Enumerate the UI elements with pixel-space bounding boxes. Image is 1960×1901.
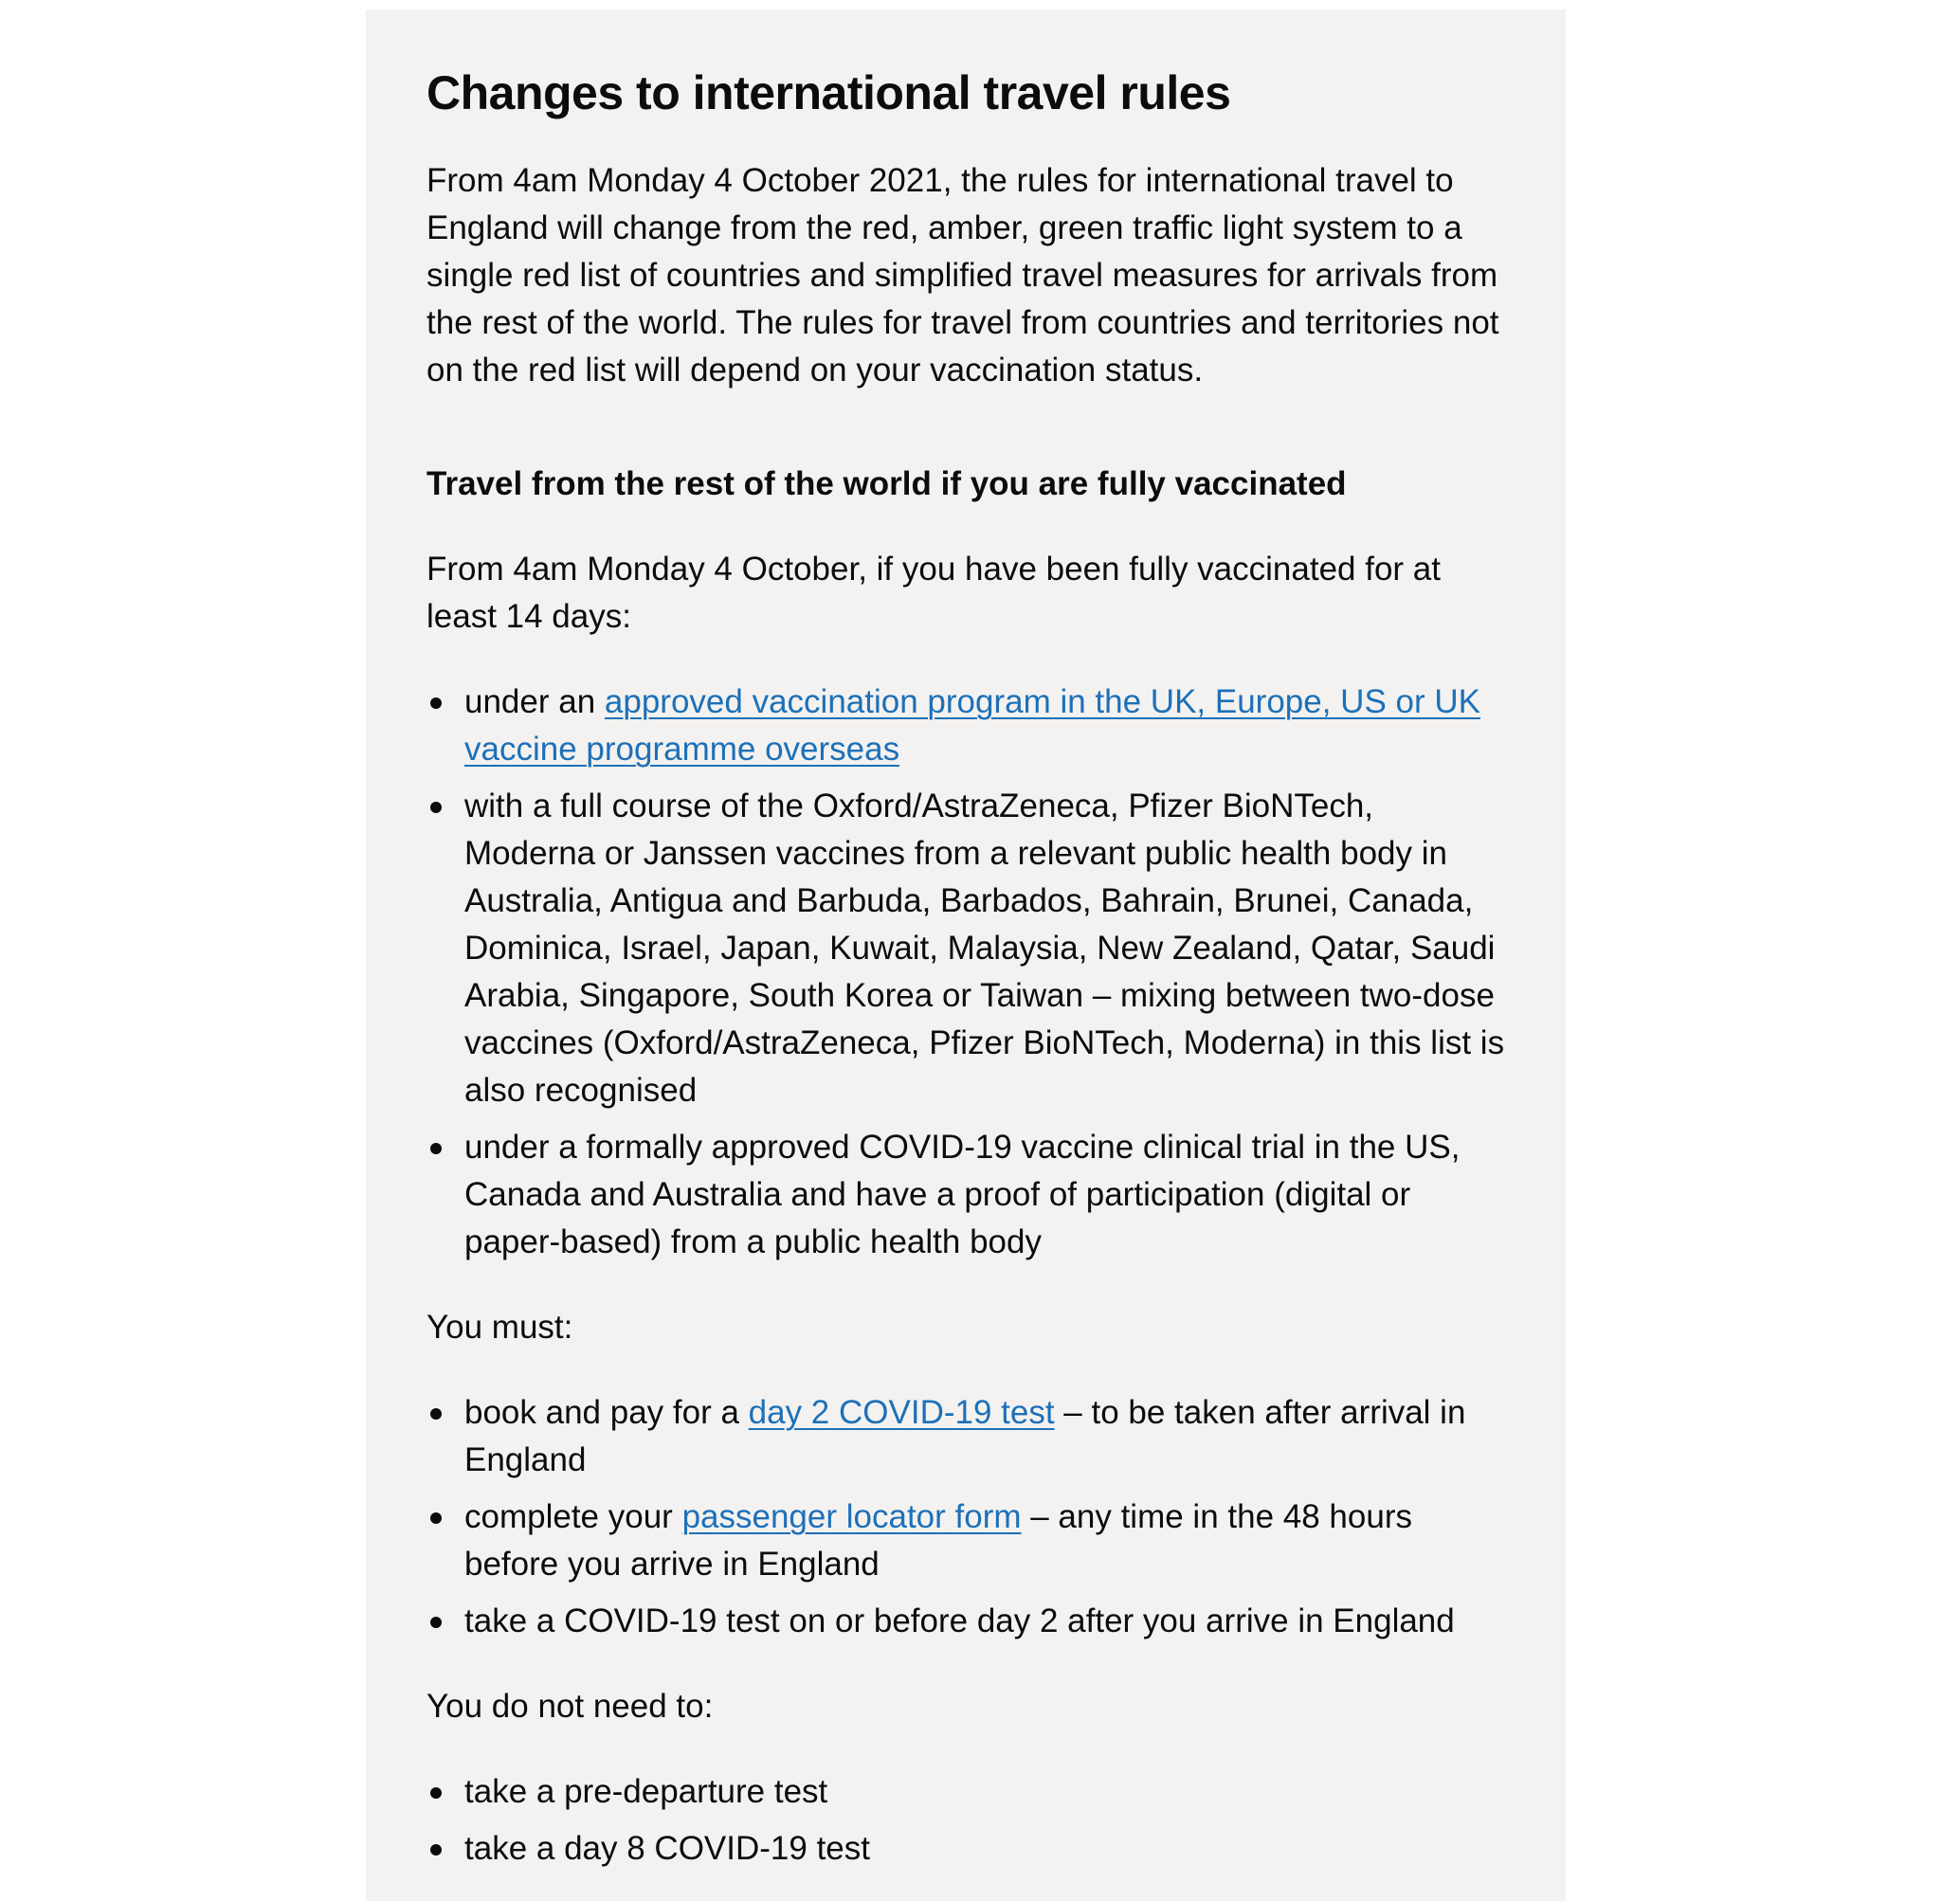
not-need-intro-paragraph: You do not need to: <box>426 1688 714 1725</box>
must-intro-paragraph: You must: <box>426 1309 573 1346</box>
vaccinated-criteria-list <box>426 679 1505 1266</box>
list-item-text: – any time in the 48 hours before you arrive in England <box>464 1498 1412 1583</box>
list-item <box>426 1124 1505 1266</box>
list-item <box>426 1598 1505 1645</box>
list-item <box>426 783 1505 1114</box>
list-item <box>426 1768 1505 1816</box>
page-title: Changes to international travel rules <box>426 66 1231 119</box>
list-item <box>426 679 1505 773</box>
approved-vaccination-program-link[interactable]: approved vaccination program in the UK, Europe, US or UK vaccine programme overseas <box>464 683 1480 768</box>
must-list <box>426 1389 1505 1645</box>
list-item-text: under an <box>464 683 605 720</box>
section-heading-vaccinated: Travel from the rest of the world if you are fully vaccinated <box>426 465 1347 502</box>
not-need-list <box>426 1768 1505 1873</box>
list-item-text: under a formally approved COVID-19 vaccine clinical trial in the US, Canada and Australia and have a proof of participation (digital or paper-based) from a public health body <box>464 1129 1461 1260</box>
content-panel <box>366 9 1566 1901</box>
list-item-text: – to be taken after arrival in England <box>464 1394 1466 1478</box>
day-2-test-link[interactable]: day 2 COVID-19 test <box>748 1394 1055 1431</box>
vaccinated-intro-paragraph: From 4am Monday 4 October, if you have been fully vaccinated for at least 14 days: <box>426 551 1441 635</box>
passenger-locator-form-link[interactable]: passenger locator form <box>681 1498 1022 1535</box>
list-item-text: complete your <box>464 1498 682 1535</box>
list-item <box>426 1494 1505 1588</box>
list-item-text: take a day 8 COVID-19 test <box>464 1830 870 1867</box>
intro-paragraph: From 4am Monday 4 October 2021, the rules for international travel to England will change from the red, amber, green traffic light system to a single red list of countries and simplified travel measures for arrivals from the rest of the world. The rules for travel from countries and territories not on the red list will depend on your vaccination status. <box>426 162 1499 389</box>
list-item <box>426 1825 1505 1873</box>
list-item <box>426 1389 1505 1484</box>
list-item-text: with a full course of the Oxford/AstraZeneca, Pfizer BioNTech, Moderna or Janssen vaccines from a relevant public health body in Australia, Antigua and Barbuda, Barbados, Bahrain, Brunei, Canada, Dominica, Israel, Japan, Kuwait, Malaysia, New Zealand, Qatar, Saudi Arabia, Singapore, South Korea or Taiwan – mixing between two-dose vaccines (Oxford/AstraZeneca, Pfizer BioNTech, Moderna) in this list is also recognised <box>464 788 1505 1109</box>
list-item-text: take a COVID-19 test on or before day 2 after you arrive in England <box>464 1602 1455 1639</box>
list-item-text: book and pay for a <box>464 1394 749 1431</box>
list-item-text: take a pre-departure test <box>464 1773 828 1810</box>
